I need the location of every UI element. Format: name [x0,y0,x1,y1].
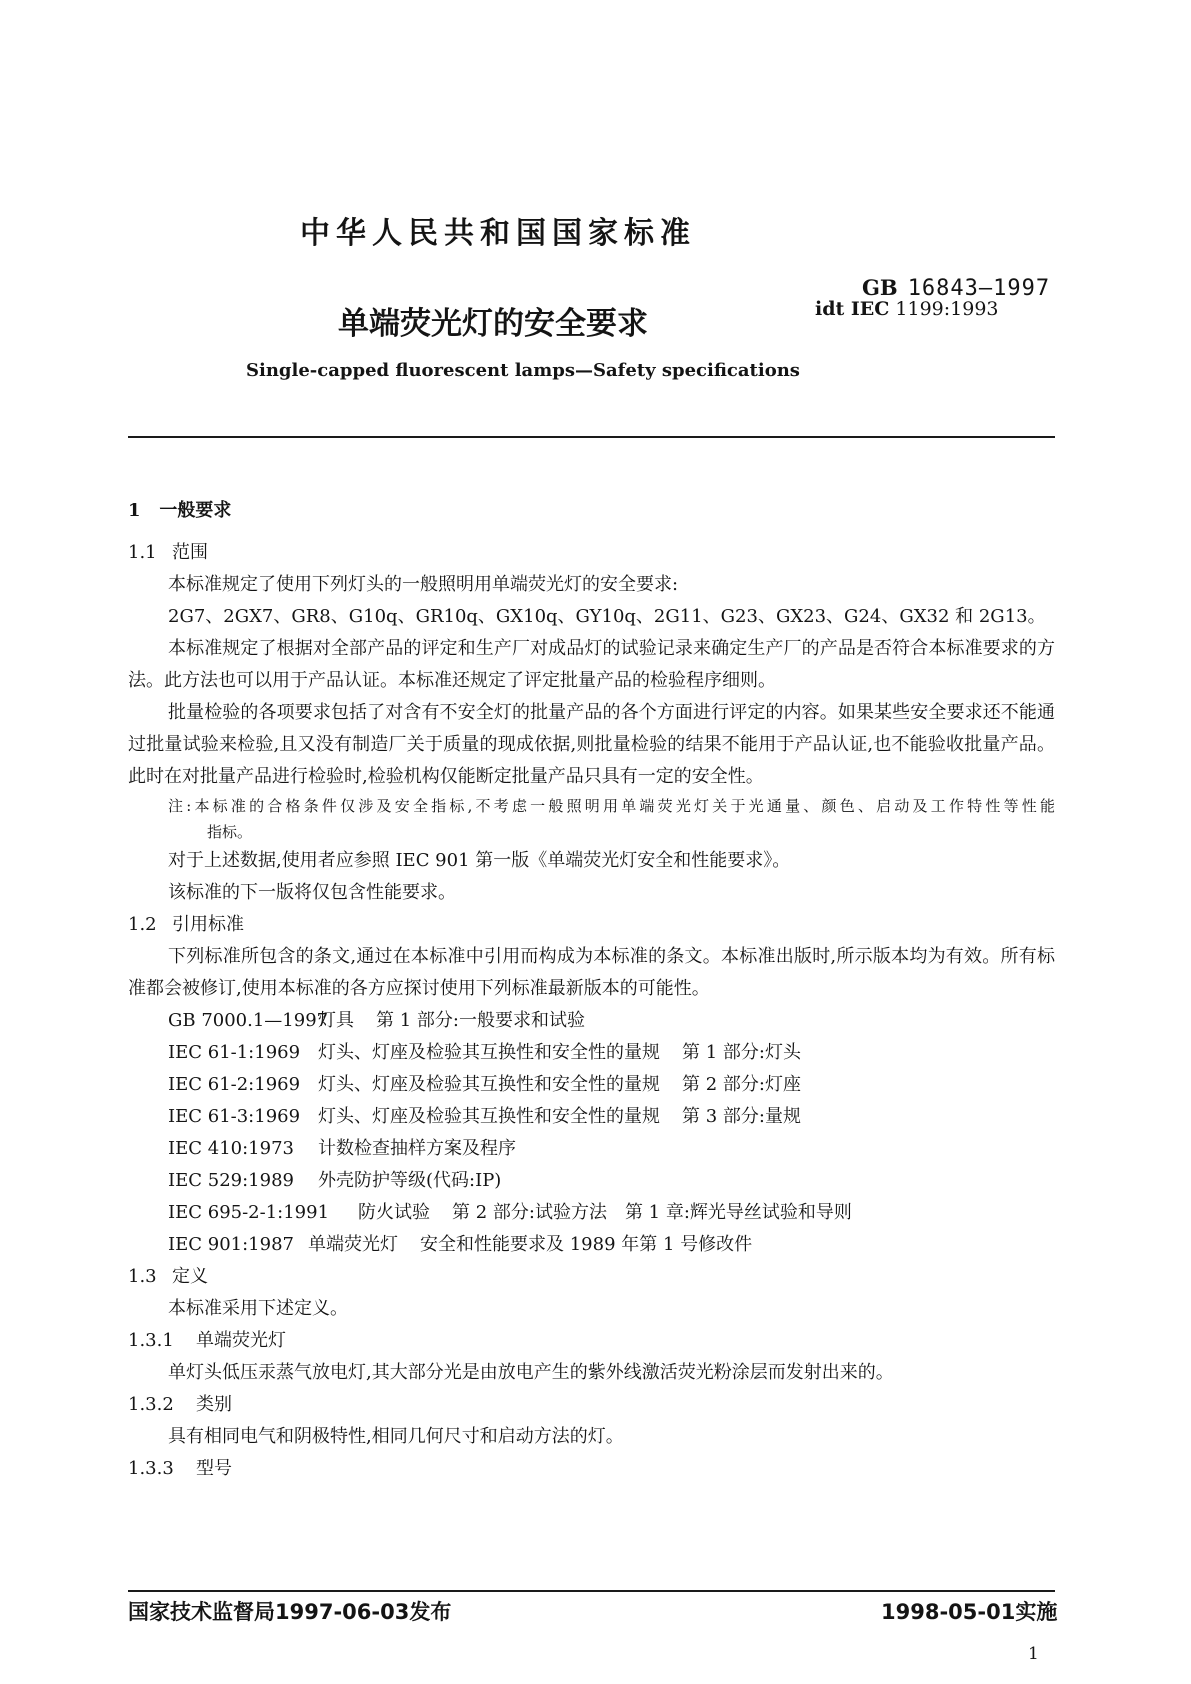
section-1-3-1-heading [128,1325,1055,1357]
reference-item [128,1229,1055,1261]
section-1-heading [128,495,1055,527]
paragraph: 具有相同电气和阴极特性,相同几何尺寸和启动方法的灯。 [168,1426,624,1447]
reference-title: 灯头、灯座及检验其互换性和安全性的量规 [318,1042,660,1063]
section-number: 1.3.2 [128,1394,174,1415]
section-title: 类别 [196,1394,232,1415]
document-title-en: Single-capped fluorescent lamps—Safety specifications [246,360,800,381]
reference-code: IEC 695-2-1:1991 [168,1202,330,1223]
reference-title: 灯头、灯座及检验其互换性和安全性的量规 [318,1106,660,1127]
reference-code: IEC 901:1987 [168,1234,294,1255]
section-title: 型号 [196,1458,232,1479]
section-number: 1.3.1 [128,1330,174,1351]
reference-code: IEC 61-3:1969 [168,1106,301,1127]
section-number: 1.3.3 [128,1458,174,1479]
reference-item [128,1197,1055,1229]
page-number: 1 [1028,1644,1039,1664]
reference-title: 灯具 [318,1010,354,1031]
issue-date: 国家技术监督局1997-06-03发布 [128,1600,452,1624]
reference-part: 第 2 部分:灯座 [682,1074,801,1095]
paragraph: 本标准规定了使用下列灯头的一般照明用单端荧光灯的安全要求: [168,574,679,595]
section-title: 范围 [172,542,208,563]
document-body [128,495,1055,1485]
reference-item [128,1037,1055,1069]
section-1-1-heading [128,537,1055,569]
standard-code: 16843—1997 [907,276,1051,301]
section-title: 一般要求 [159,500,232,521]
equivalence-code: 1199:1993 [895,298,999,320]
reference-code: IEC 61-1:1969 [168,1042,301,1063]
section-title: 定义 [172,1266,208,1287]
note-continuation: 指标。 [207,823,253,841]
reference-part: 安全和性能要求及 1989 年第 1 号修改件 [420,1234,753,1255]
paragraph: 该标准的下一版将仅包含性能要求。 [168,882,456,903]
equivalence-prefix: idt IEC [815,298,890,320]
footer-divider [128,1590,1055,1592]
section-1-2-heading [128,909,1055,941]
reference-item [128,1133,1055,1165]
section-number: 1.3 [128,1266,157,1287]
header-divider [128,436,1055,438]
reference-part: 第 3 部分:量规 [682,1106,801,1127]
reference-item [128,1069,1055,1101]
paragraph: 对于上述数据,使用者应参照 IEC 901 第一版《单端荧光灯安全和性能要求》。 [168,850,791,871]
section-1-3-2-heading [128,1389,1055,1421]
reference-part: 第 1 部分:灯头 [682,1042,801,1063]
section-number: 1 [128,500,141,521]
section-1-3-heading [128,1261,1055,1293]
effective-date: 1998-05-01实施 [881,1600,1058,1624]
standard-prefix: GB [862,275,898,300]
paragraph: 批量检验的各项要求包括了对含有不安全灯的批量产品的各个方面进行评定的内容。如果某些安全要求还不能通过批量试验来检验,且又没有制造厂关于质量的现成依据,则批量检验的结果不能用于产品认证,也不能验收批量产品。此时在对批量产品进行检验时,检验机构仅能断定批量产品只具有一定的安全性。 [128,702,1055,787]
country-standard-header: 中华人民共和国国家标准 [300,216,696,251]
reference-part: 第 1 部分:一般要求和试验 [376,1010,585,1031]
document-title-cn: 单端荧光灯的安全要求 [338,306,648,342]
section-number: 1.1 [128,542,157,563]
reference-item [128,1101,1055,1133]
paragraph: 本标准规定了根据对全部产品的评定和生产厂对成品灯的试验记录来确定生产厂的产品是否符合本标准要求的方法。此方法也可以用于产品认证。本标准还规定了评定批量产品的检验程序细则。 [128,638,1055,691]
note: 注:本标准的合格条件仅涉及安全指标,不考虑一般照明用单端荧光灯关于光通量、颜色、启动及工作特性等性能 [168,797,1055,815]
reference-item [128,1005,1055,1037]
section-title: 单端荧光灯 [196,1330,286,1351]
standard-equivalence [815,298,999,320]
section-number: 1.2 [128,914,157,935]
reference-title: 外壳防护等级(代码:IP) [318,1170,502,1191]
reference-title: 计数检查抽样方案及程序 [318,1138,516,1159]
reference-item [128,1165,1055,1197]
paragraph: 本标准采用下述定义。 [168,1298,348,1319]
section-title: 引用标准 [172,914,244,935]
reference-part: 第 2 部分:试验方法 第 1 章:辉光导丝试验和导则 [452,1202,852,1223]
reference-code: IEC 410:1973 [168,1138,294,1159]
reference-title: 防火试验 [358,1202,430,1223]
section-1-3-3-heading [128,1453,1055,1485]
paragraph: 单灯头低压汞蒸气放电灯,其大部分光是由放电产生的紫外线激活荧光粉涂层而发射出来的。 [168,1362,894,1383]
lamp-cap-list: 2G7、2GX7、GR8、G10q、GR10q、GX10q、GY10q、2G11、G23、GX23、G24、GX32 和 2G13。 [168,606,1046,627]
normative-references-list [128,1005,1055,1261]
reference-title: 单端荧光灯 [308,1234,398,1255]
paragraph: 下列标准所包含的条文,通过在本标准中引用而构成为本标准的条文。本标准出版时,所示版本均为有效。所有标准都会被修订,使用本标准的各方应探讨使用下列标准最新版本的可能性。 [128,946,1055,999]
reference-code: IEC 529:1989 [168,1170,294,1191]
reference-code: IEC 61-2:1969 [168,1074,301,1095]
reference-code: GB 7000.1—1997 [168,1010,329,1031]
reference-title: 灯头、灯座及检验其互换性和安全性的量规 [318,1074,660,1095]
